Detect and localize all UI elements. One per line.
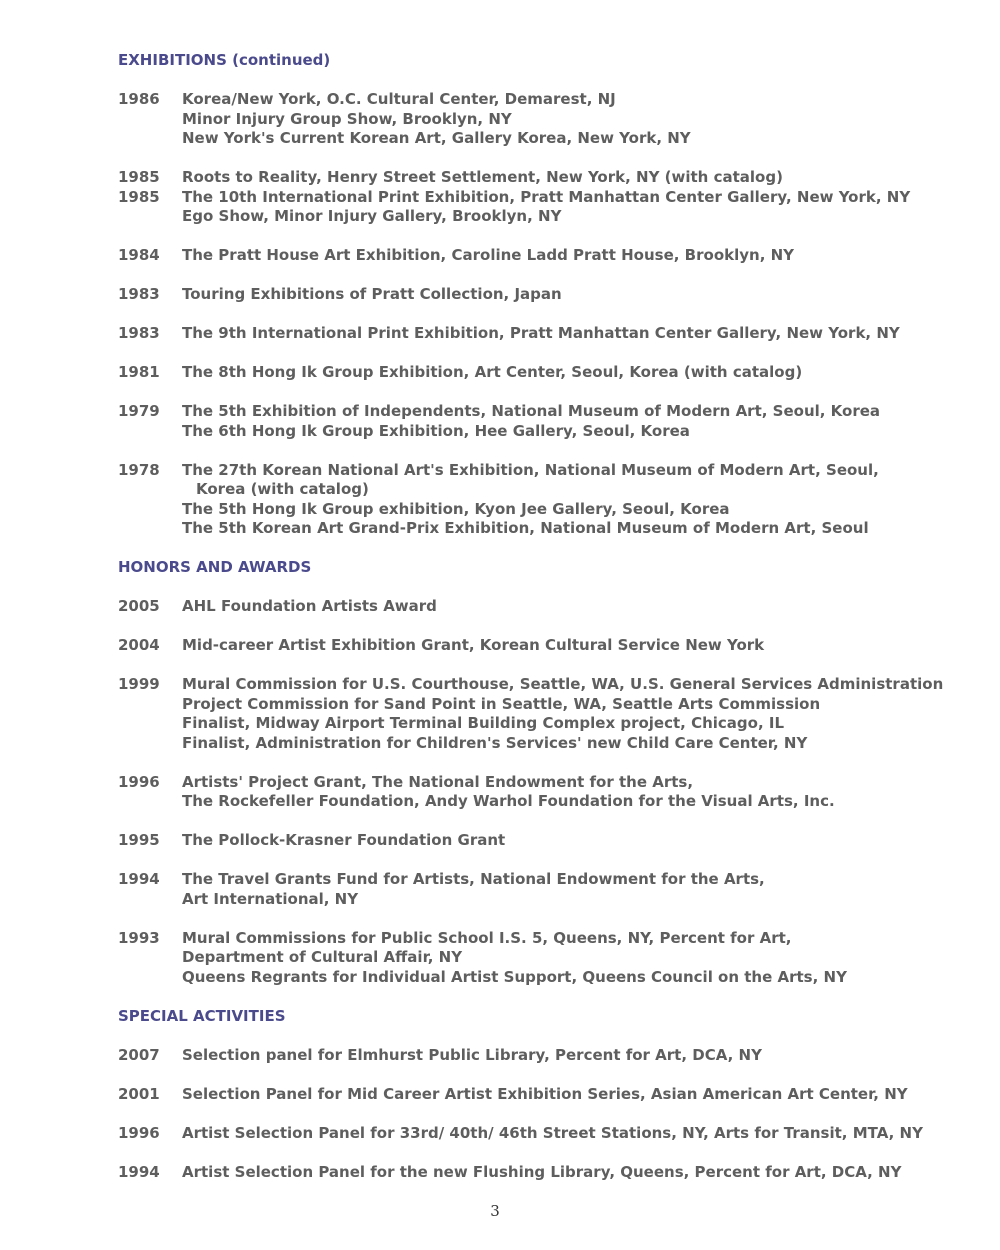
- spacer: [118, 1143, 978, 1163]
- spacer: [118, 1065, 978, 1085]
- spacer: [118, 578, 978, 598]
- entry: [118, 90, 978, 149]
- entry-year: 1983: [118, 324, 160, 342]
- entry-line: The 5th Exhibition of Independents, National Museum of Modern Art, Seoul, Korea: [182, 402, 881, 420]
- entry-lines: [182, 285, 978, 305]
- entry-line: Queens Regrants for Individual Artist Support, Queens Council on the Arts, NY: [182, 967, 847, 986]
- entry-line: The 5th Korean Art Grand-Prix Exhibition, National Museum of Modern Art, Seoul: [182, 519, 869, 537]
- spacer: [118, 149, 978, 169]
- entry-lines: [182, 324, 978, 344]
- entry-group: [118, 246, 978, 266]
- entry-line: The 9th International Print Exhibition, Pratt Manhattan Center Gallery, New York, NY: [182, 324, 900, 342]
- entry-lines: [182, 1046, 978, 1066]
- spacer: [118, 812, 978, 832]
- entry-lines: [182, 246, 978, 266]
- entry-group: [118, 831, 978, 851]
- entry-line: Mural Commissions for Public School I.S. 5, Queens, NY, Percent for Art,: [182, 928, 792, 947]
- entry: [118, 1163, 978, 1183]
- entry-year: 1985: [118, 187, 160, 206]
- entry: [118, 675, 978, 753]
- entry-group: [118, 597, 978, 617]
- entry-line: Mural Commission for U.S. Courthouse, Seattle, WA, U.S. General Services Administration: [182, 675, 944, 693]
- spacer: [118, 1104, 978, 1124]
- entry-year: 2004: [118, 636, 160, 654]
- entry-lines: [182, 188, 978, 227]
- entry-group: [118, 636, 978, 656]
- entry-line: Artists' Project Grant, The National Endowment for the Arts,: [182, 772, 694, 791]
- entry: [118, 1124, 978, 1144]
- spacer: [118, 344, 978, 364]
- entry-line: Minor Injury Group Show, Brooklyn, NY: [182, 109, 512, 128]
- spacer: [118, 909, 978, 929]
- entry-group: [118, 1046, 978, 1066]
- entry-line: Artist Selection Panel for 33rd/ 40th/ 46th Street Stations, NY, Arts for Transit, MTA, NY: [182, 1123, 923, 1142]
- entry: [118, 1085, 978, 1105]
- entry-lines: [182, 773, 978, 812]
- entry: [118, 168, 978, 188]
- entry-lines: [182, 636, 978, 656]
- entry-group: [118, 1085, 978, 1105]
- entry-year: 1994: [118, 870, 160, 888]
- entry-line: Selection Panel for Mid Career Artist Exhibition Series, Asian American Art Center, NY: [182, 1084, 908, 1103]
- spacer: [118, 539, 978, 559]
- entry-group: [118, 1163, 978, 1183]
- entry-year: 1993: [118, 928, 160, 947]
- entry-lines: [182, 597, 978, 617]
- entry-group: [118, 402, 978, 441]
- entry-year: 1981: [118, 363, 160, 381]
- entry-year: 1994: [118, 1162, 160, 1181]
- entry-year: 1995: [118, 831, 160, 849]
- entry-line: Project Commission for Sand Point in Seattle, WA, Seattle Arts Commission: [182, 694, 821, 713]
- entry: [118, 870, 978, 909]
- entry-group: [118, 773, 978, 812]
- entry-line: Roots to Reality, Henry Street Settlement, New York, NY (with catalog): [182, 168, 783, 186]
- entry-lines: [182, 402, 978, 441]
- spacer: [118, 987, 978, 1007]
- entry-line: The 5th Hong Ik Group exhibition, Kyon Jee Gallery, Seoul, Korea: [182, 499, 730, 518]
- entry-line: Ego Show, Minor Injury Gallery, Brooklyn, NY: [182, 207, 562, 225]
- entry: [118, 285, 978, 305]
- entry-line: The Pollock-Krasner Foundation Grant: [182, 831, 506, 849]
- entry-group: [118, 461, 978, 539]
- entry: [118, 363, 978, 383]
- entry-group: [118, 1124, 978, 1144]
- entry-lines: [182, 461, 978, 539]
- entry-lines: [182, 1163, 978, 1183]
- entry-lines: [182, 90, 978, 149]
- entry-line: Touring Exhibitions of Pratt Collection, Japan: [182, 285, 562, 303]
- entry-line: New York's Current Korean Art, Gallery Korea, New York, NY: [182, 129, 691, 147]
- entry-line: The 6th Hong Ik Group Exhibition, Hee Gallery, Seoul, Korea: [182, 421, 690, 440]
- spacer: [118, 656, 978, 676]
- spacer: [118, 305, 978, 325]
- entry-group: [118, 870, 978, 909]
- entry: [118, 461, 978, 539]
- entry: [118, 324, 978, 344]
- entry-line: Finalist, Midway Airport Terminal Building Complex project, Chicago, IL: [182, 714, 785, 732]
- entry-lines: [182, 1085, 978, 1105]
- entry: [118, 402, 978, 441]
- entry-lines: [182, 831, 978, 851]
- entry: [118, 831, 978, 851]
- entry-line: Department of Cultural Affair, NY: [182, 948, 463, 966]
- entry-lines: [182, 168, 978, 188]
- entry-line: Mid-career Artist Exhibition Grant, Korean Cultural Service New York: [182, 636, 765, 654]
- entry-line: The 27th Korean National Art's Exhibition, National Museum of Modern Art, Seoul,: [182, 460, 879, 479]
- entry-group: [118, 90, 978, 149]
- entry-year: 1984: [118, 246, 160, 264]
- entry-group: [118, 675, 978, 753]
- section-title: SPECIAL ACTIVITIES: [118, 1006, 286, 1025]
- entry-line: Korea (with catalog): [196, 480, 369, 498]
- entry-group: [118, 324, 978, 344]
- section: [118, 558, 978, 1007]
- spacer: [118, 266, 978, 286]
- entry-year: 1985: [118, 168, 160, 186]
- entry: [118, 597, 978, 617]
- entry-year: 1983: [118, 285, 160, 303]
- spacer: [118, 441, 978, 461]
- entry: [118, 773, 978, 812]
- entry: [118, 1046, 978, 1066]
- entry-line: Finalist, Administration for Children's Services' new Child Care Center, NY: [182, 733, 808, 752]
- entry-line: Korea/New York, O.C. Cultural Center, Demarest, NJ: [182, 90, 616, 108]
- entry-line: The Pratt House Art Exhibition, Caroline Ladd Pratt House, Brooklyn, NY: [182, 246, 795, 264]
- spacer: [118, 851, 978, 871]
- entry-lines: [182, 363, 978, 383]
- entry-group: [118, 285, 978, 305]
- entry-year: 1996: [118, 772, 160, 791]
- entry-group: [118, 168, 978, 227]
- entry-lines: [182, 675, 978, 753]
- page-number: 3: [490, 1202, 500, 1220]
- resume-page: [118, 51, 978, 1182]
- entry-line: The Travel Grants Fund for Artists, National Endowment for the Arts,: [182, 870, 765, 888]
- entry-year: 1999: [118, 675, 160, 693]
- entry-year: 1979: [118, 402, 160, 420]
- entry-line: AHL Foundation Artists Award: [182, 597, 437, 615]
- entry-lines: [182, 1124, 978, 1144]
- spacer: [118, 383, 978, 403]
- section: [118, 51, 978, 558]
- spacer: [118, 227, 978, 247]
- section-title: HONORS AND AWARDS: [118, 558, 312, 576]
- entry: [118, 929, 978, 988]
- entry: [118, 246, 978, 266]
- section: [118, 1007, 978, 1183]
- entry-line: Selection panel for Elmhurst Public Library, Percent for Art, DCA, NY: [182, 1045, 762, 1064]
- entry-year: 2005: [118, 597, 160, 615]
- entry-lines: [182, 929, 978, 988]
- entry-lines: [182, 870, 978, 909]
- entry: [118, 636, 978, 656]
- entry-year: 1978: [118, 460, 160, 479]
- entry-line: Art International, NY: [182, 889, 359, 908]
- spacer: [118, 753, 978, 773]
- spacer: [118, 1026, 978, 1046]
- entry: [118, 188, 978, 227]
- spacer: [118, 71, 978, 91]
- entry-line: The 10th International Print Exhibition, Pratt Manhattan Center Gallery, New York, NY: [182, 187, 911, 206]
- entry-year: 2001: [118, 1084, 160, 1103]
- entry-group: [118, 929, 978, 988]
- entry-line: The Rockefeller Foundation, Andy Warhol Foundation for the Visual Arts, Inc.: [182, 792, 835, 810]
- entry-line: The 8th Hong Ik Group Exhibition, Art Center, Seoul, Korea (with catalog): [182, 363, 803, 381]
- spacer: [118, 617, 978, 637]
- section-title: EXHIBITIONS (continued): [118, 51, 331, 69]
- entry-year: 1996: [118, 1123, 160, 1142]
- entry-group: [118, 363, 978, 383]
- entry-year: 2007: [118, 1045, 160, 1064]
- entry-year: 1986: [118, 90, 160, 108]
- entry-line: Artist Selection Panel for the new Flushing Library, Queens, Percent for Art, DCA, NY: [182, 1162, 902, 1181]
